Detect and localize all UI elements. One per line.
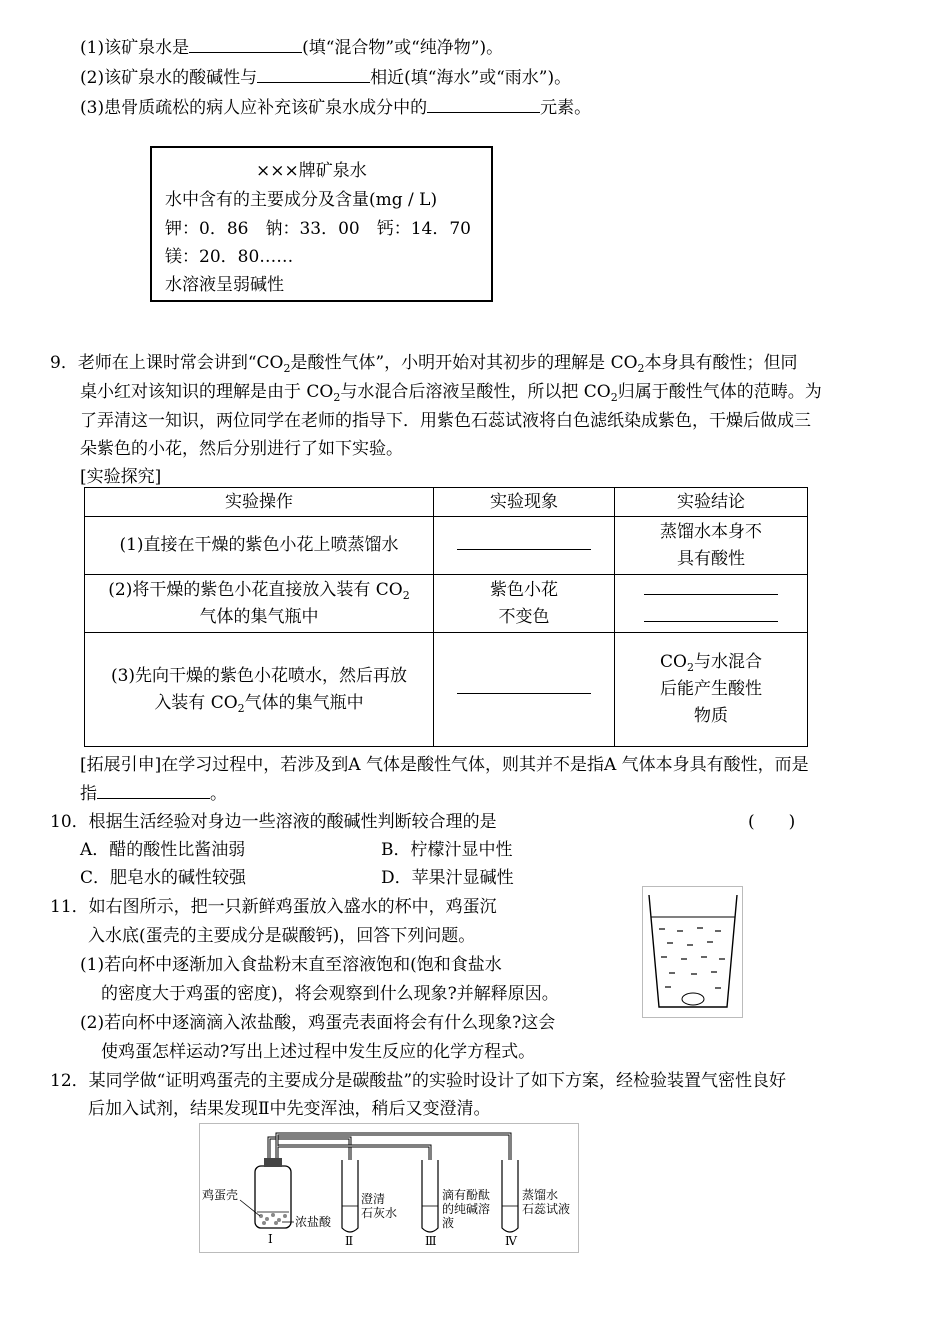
q9-l1-c: 本身具有酸性；但同 (644, 353, 798, 373)
subscript: 2 (610, 391, 618, 404)
row3-operation-a: (3)先向干燥的紫色小花喷水，然后再放 (110, 665, 408, 686)
extension-l2-a: 指 (80, 784, 97, 804)
row2-phenomenon-cell (434, 575, 615, 633)
q11-line-1: 11．如右图所示，把一只新鲜鸡蛋放入盛水的杯中，鸡蛋沉 (50, 897, 497, 917)
q12-line-1: 12．某同学做“证明鸡蛋壳的主要成分是碳酸盐”的实验时设计了如下方案，经检验装置气密性良好 (50, 1071, 787, 1091)
row3-phenomenon-cell (434, 633, 615, 747)
table-row (85, 575, 808, 633)
answer-blank[interactable] (427, 96, 540, 113)
subscript: 2 (333, 391, 341, 404)
label-phenol-a: 滴有酚酞 (442, 1188, 491, 1202)
label-title: ×××牌矿泉水 (256, 161, 367, 181)
row3-conclusion-cell (615, 633, 808, 747)
q11-line-2: 入水底(蛋壳的主要成分是碳酸钙)，回答下列问题。 (88, 926, 476, 946)
answer-blank[interactable] (457, 677, 591, 694)
q8-line-1 (80, 36, 503, 60)
label-ingredients-heading: 水中含有的主要成分及含量(mg / L) (165, 190, 438, 210)
q10-option-d[interactable]: D．苹果汁显碱性 (381, 868, 514, 888)
experiment-section-heading: [实验探究] (80, 467, 162, 487)
answer-blank[interactable] (644, 578, 778, 595)
q9-l2-a: 桌小红对该知识的理解是由于 CO (80, 382, 334, 402)
q9-line-2 (80, 380, 822, 404)
q8-l1-text-b: (填“混合物”或“纯净物”)。 (302, 38, 504, 58)
label-phenol-b: 的纯碱溶 (442, 1202, 491, 1216)
q8-l2-text-a: (2)该矿泉水的酸碱性与 (80, 68, 258, 88)
q11-line-4: 的密度大于鸡蛋的密度)，将会观察到什么现象?并解释原因。 (101, 984, 559, 1004)
q8-line-2 (80, 66, 571, 90)
header-conclusion: 实验结论 (615, 488, 808, 517)
subscript: 2 (283, 362, 291, 375)
q9-l2-b: 与水混合后溶液呈酸性，所以把 CO (340, 382, 611, 402)
label-hcl: 浓盐酸 (295, 1215, 332, 1229)
extension-l2-b: 。 (210, 784, 227, 804)
row1-phenomenon-cell (434, 517, 615, 575)
label-ingredients-row-1: 钾：0．86 钠：33．00 钙：14．70 (165, 219, 471, 239)
q9-l1-a: 老师在上课时常会讲到“CO (77, 353, 284, 373)
label-tube-3: Ⅲ (425, 1234, 437, 1248)
row2-operation-b: 气体的集气瓶中 (199, 606, 319, 627)
row2-operation-cell (85, 575, 434, 633)
subscript: 2 (686, 661, 694, 674)
header-phenomenon: 实验现象 (434, 488, 615, 517)
row1-operation: (1)直接在干燥的紫色小花上喷蒸馏水 (85, 517, 434, 575)
row3-operation-b2: 气体的集气瓶中 (244, 692, 364, 713)
q8-l3-text-b: 元素。 (540, 98, 592, 118)
experiment-table (84, 487, 808, 747)
extension-line-1: [拓展引申]在学习过程中，若涉及到A 气体是酸性气体，则其并不是指A 气体本身具有酸性，而是 (80, 755, 809, 775)
table-header-row (85, 488, 808, 517)
table-row (85, 517, 808, 575)
q10-option-b[interactable]: B．柠檬汁显中性 (381, 840, 513, 860)
q11-line-5: (2)若向杯中逐滴滴入浓盐酸，鸡蛋壳表面将会有什么现象?这会 (80, 1013, 556, 1033)
q10-option-a[interactable]: A．醋的酸性比酱油弱 (80, 840, 246, 860)
label-tube-2: Ⅱ (345, 1234, 354, 1248)
answer-blank[interactable] (97, 782, 210, 799)
row2-operation-a: (2)将干燥的紫色小花直接放入装有 CO (108, 579, 403, 600)
beaker-egg-figure (642, 886, 743, 1018)
row1-conclusion-cell (615, 517, 808, 575)
subscript: 2 (637, 362, 645, 375)
row1-conclusion-b: 具有酸性 (677, 548, 745, 569)
q9-line-3: 了弄清这一知识，两位同学在老师的指导下．用紫色石蕊试液将白色滤纸染成紫色，干燥后做成三 (80, 411, 811, 431)
table-row (85, 633, 808, 747)
label-eggshell: 鸡蛋壳 (202, 1188, 239, 1202)
q10-answer-paren[interactable]: ( ) (748, 812, 796, 832)
q11-line-3: (1)若向杯中逐渐加入食盐粉末直至溶液饱和(饱和食盐水 (80, 955, 502, 975)
label-litmus-b: 石蕊试液 (522, 1202, 571, 1216)
q11-line-6: 使鸡蛋怎样运动?写出上述过程中发生反应的化学方程式。 (101, 1042, 536, 1062)
subscript: 2 (402, 588, 410, 602)
mineral-water-label (150, 146, 493, 302)
row3-conclusion-b: 后能产生酸性 (660, 679, 762, 699)
q8-l3-text-a: (3)患骨质疏松的病人应补充该矿泉水成分中的 (80, 98, 428, 118)
row2-phenomenon-a: 紫色小花 (490, 579, 558, 600)
q9-line-4: 朵紫色的小花，然后分别进行了如下实验。 (80, 439, 403, 459)
row2-phenomenon-b: 不变色 (498, 606, 550, 627)
q8-l2-text-b: 相近(填“海水”或“雨水”)。 (370, 68, 572, 88)
row3-conclusion-a1: CO (660, 652, 687, 672)
label-alkaline-note: 水溶液呈弱碱性 (165, 275, 284, 295)
q9-l2-c: 归属于酸性气体的范畴。为 (617, 382, 822, 402)
row3-conclusion-a2: 与水混合 (693, 652, 762, 672)
label-ingredients-row-2: 镁：20．80…… (165, 247, 294, 267)
row3-operation-cell (85, 633, 434, 747)
beaker-egg-icon (643, 887, 742, 1017)
label-tube-4: Ⅳ (505, 1234, 517, 1248)
answer-blank[interactable] (189, 36, 302, 53)
q10-option-c[interactable]: C．肥皂水的碱性较强 (80, 868, 247, 888)
q10-stem: 10．根据生活经验对身边一些溶液的酸碱性判断较合理的是 (50, 812, 497, 832)
row3-operation-b1: 入装有 CO (154, 692, 238, 713)
row2-conclusion-cell (615, 575, 808, 633)
q9-l1-b: 是酸性气体”，小明开始对其初步的理解是 CO (290, 353, 638, 373)
label-litmus-a: 蒸馏水 (522, 1188, 559, 1202)
answer-blank[interactable] (644, 605, 778, 622)
q9-line-1 (50, 351, 798, 375)
q8-l1-text-a: (1)该矿泉水是 (80, 38, 190, 58)
row3-conclusion-c: 物质 (694, 706, 728, 726)
label-phenol-c: 液 (442, 1216, 455, 1230)
q8-line-3 (80, 96, 591, 120)
subscript: 2 (237, 701, 245, 715)
extension-line-2 (80, 782, 227, 806)
header-operation: 实验操作 (85, 488, 434, 517)
q12-line-2: 后加入试剂，结果发现Ⅱ中先变浑浊，稍后又变澄清。 (88, 1099, 491, 1119)
label-limewater-a: 澄清 (361, 1192, 386, 1206)
label-tube-1: Ⅰ (268, 1232, 273, 1246)
q9-number: 9． (50, 353, 78, 373)
answer-blank[interactable] (257, 66, 370, 83)
answer-blank[interactable] (457, 533, 591, 550)
apparatus-figure (199, 1123, 579, 1253)
label-limewater-b: 石灰水 (361, 1206, 398, 1220)
row1-conclusion-a: 蒸馏水本身不 (660, 521, 762, 542)
